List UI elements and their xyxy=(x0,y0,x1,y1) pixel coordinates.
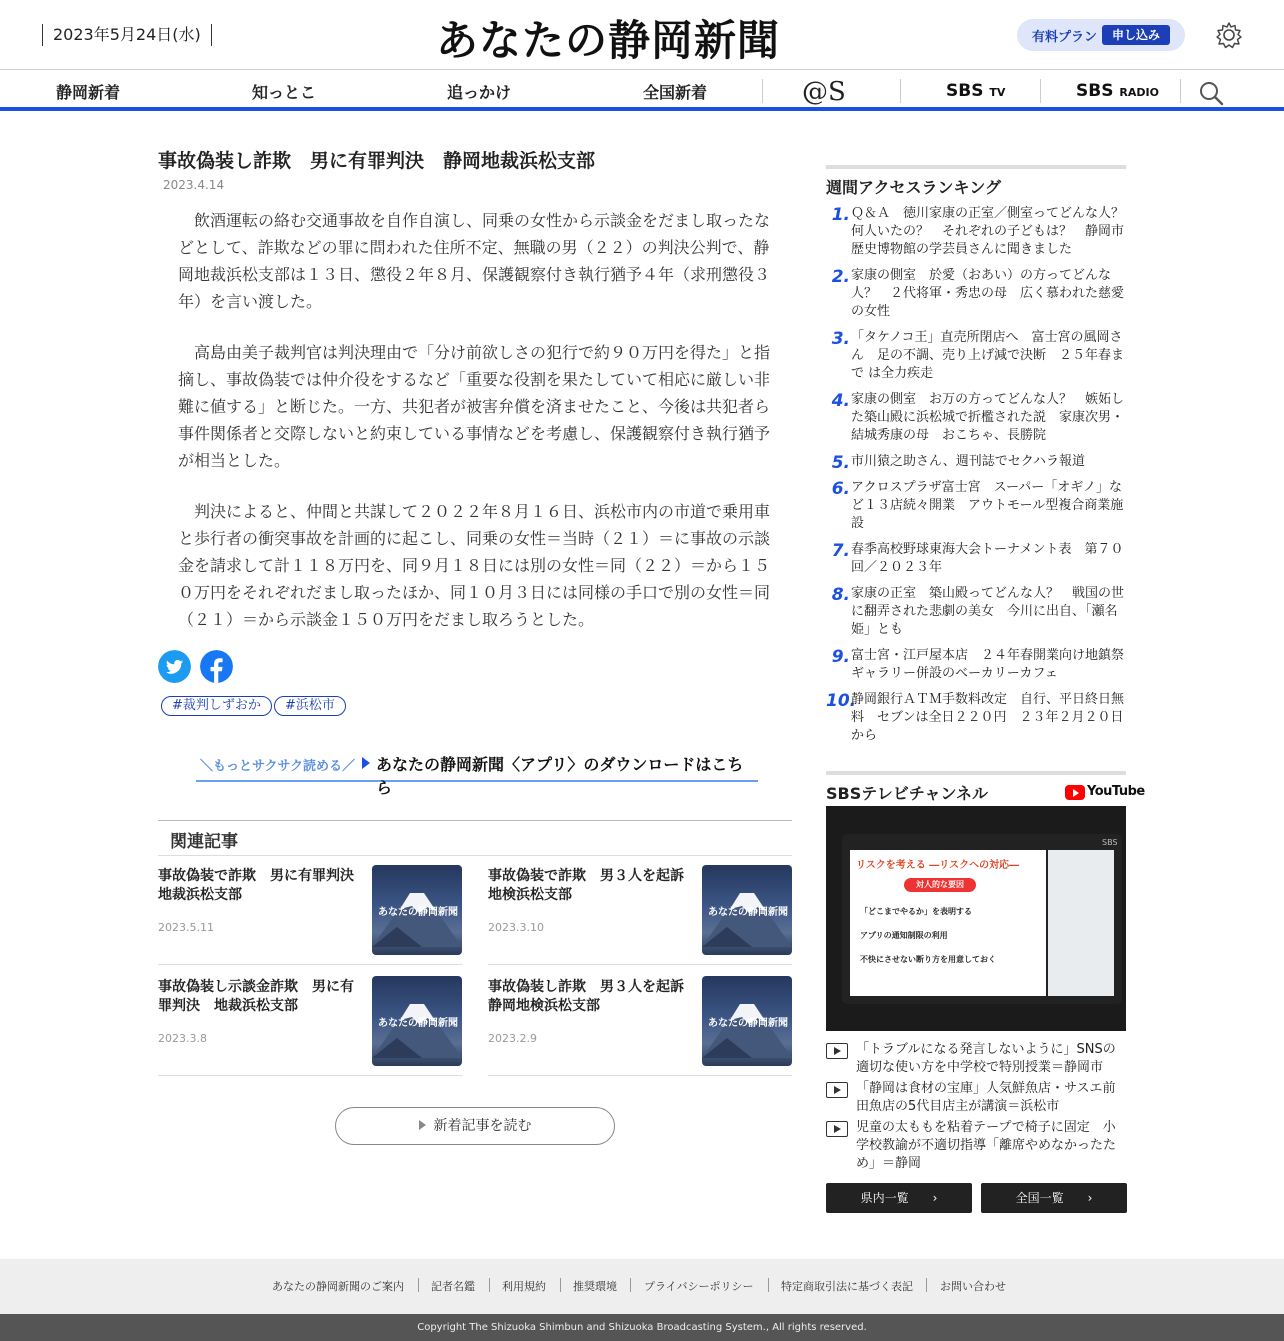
article-thumbnail: あなたの静岡新聞 xyxy=(702,865,792,955)
article-thumbnail: あなたの静岡新聞 xyxy=(702,976,792,1066)
footer-link-about[interactable]: あなたの静岡新聞のご案内 xyxy=(272,1280,404,1293)
search-icon[interactable] xyxy=(1198,80,1224,106)
tag-hamamatsu[interactable]: #浜松市 xyxy=(274,696,346,716)
video-participants xyxy=(1048,850,1114,996)
related-article-title: 事故偽装し示談金詐欺 男に有罪判決 地裁浜松支部 xyxy=(158,979,354,1014)
tag-saiban[interactable]: #裁判しずおか xyxy=(161,696,272,716)
video-channel-mark: SBS xyxy=(1102,838,1118,847)
footer-links xyxy=(0,1259,1284,1314)
play-arrow-icon xyxy=(362,757,370,769)
nav-shizuoka-new[interactable]: 静岡新着 xyxy=(56,83,121,102)
twitter-share-icon[interactable] xyxy=(158,650,191,683)
article-paragraph: 高島由美子裁判官は判決理由で「分け前欲しさの犯行で約９０万円を得た」と指摘し、事故偽装では仲介役をするなど「重要な役割を果たしていて相応に厳しい非難に値する」と断じた。一方、共犯者が被害弁償を済ませたこと、今後は共犯者ら事件関係者と交際しないと約束している事情などを考慮し、保護観察付き執行猶予が相当とした。 xyxy=(178,343,771,470)
nav-divider xyxy=(900,79,901,103)
nav-okkake[interactable]: 追っかけ xyxy=(447,83,512,102)
rank-number: 10. xyxy=(826,691,857,711)
related-article-title: 事故偽装で詐欺 男に有罪判決 地裁浜松支部 xyxy=(158,868,368,903)
footer-link-environment[interactable]: 推奨環境 xyxy=(573,1280,617,1293)
youtube-logo[interactable]: YouTube xyxy=(1065,784,1127,802)
nav-divider xyxy=(762,79,763,103)
nav-national-new[interactable]: 全国新着 xyxy=(643,83,708,102)
gear-icon[interactable] xyxy=(1215,21,1243,49)
paid-plan-banner[interactable] xyxy=(1017,19,1185,51)
play-arrow-icon xyxy=(419,1120,426,1130)
rank-number: 5. xyxy=(831,453,850,473)
app-download-banner[interactable] xyxy=(196,752,758,797)
copyright: Copyright The Shizuoka Shimbun and Shizuoka Broadcasting System., All rights reserved. xyxy=(0,1314,1284,1341)
rank-number: 2. xyxy=(831,267,850,287)
sbs-channel-heading: SBSテレビチャンネル xyxy=(826,771,1126,775)
article-thumbnail: あなたの静岡新聞 xyxy=(372,865,462,955)
rank-number: 7. xyxy=(831,541,850,561)
rank-title: 家康の側室 お万の方ってどんな人？ 嫉妬した築山殿に浜松城で折檻された説 家康次男・結城秀康の母 おこちゃ、長勝院 xyxy=(851,392,1125,443)
site-logo[interactable]: あなたの静岡新聞 xyxy=(436,16,781,65)
related-article-date: 2023.2.9 xyxy=(488,1032,537,1045)
rank-number: 6. xyxy=(831,479,850,499)
related-article-date: 2023.3.8 xyxy=(158,1032,207,1045)
ranking-heading: 週間アクセスランキング xyxy=(826,165,1126,169)
chevron-right-icon: › xyxy=(932,1191,938,1205)
national-list-button[interactable]: 全国一覧 › xyxy=(981,1183,1127,1213)
rank-title: 市川猿之助さん、週刊誌でセクハラ報道 xyxy=(851,454,1086,469)
rank-title: 静岡銀行ＡＴＭ手数料改定 自行、平日終日無料 セブンは全日２２０円 ２３年２月２０日から xyxy=(851,692,1125,743)
footer-link-commerce[interactable]: 特定商取引法に基づく表記 xyxy=(781,1280,913,1293)
video-icon xyxy=(826,1121,848,1137)
read-latest-button[interactable]: 新着記事を読む xyxy=(335,1107,615,1145)
video-icon xyxy=(826,1082,848,1098)
rank-number: 9. xyxy=(831,647,850,667)
apply-button[interactable]: 申し込み xyxy=(1102,25,1170,45)
article-title: 事故偽装し詐欺 男に有罪判決 静岡地裁浜松支部 xyxy=(158,150,596,172)
footer-link-privacy[interactable]: プライバシーポリシー xyxy=(644,1280,754,1293)
related-article-title: 事故偽装で詐欺 男３人を起訴 地検浜松支部 xyxy=(488,868,698,903)
rank-title: 春季高校野球東海大会トーナメント表 第７０回／２０２３年 xyxy=(851,542,1124,575)
rank-title: 「タケノコ王」直売所閉店へ 富士宮の風岡さん 足の不調、売り上げ減で決断 ２５年春まで は全力疾走 xyxy=(851,330,1125,381)
video-title: 「静岡は食材の宝庫」人気鮮魚店・サスエ前田魚店の5代目店主が講演＝浜松市 xyxy=(856,1081,1116,1114)
nav-divider xyxy=(1180,79,1181,103)
current-date: 2023年5月24日(水) xyxy=(42,24,212,46)
video-icon xyxy=(826,1043,848,1059)
related-article-card[interactable] xyxy=(158,855,462,965)
related-article-card[interactable] xyxy=(488,855,792,965)
footer-link-contact[interactable]: お問い合わせ xyxy=(940,1280,1006,1293)
footer-link-reporters[interactable]: 記者名鑑 xyxy=(431,1280,475,1293)
rank-number: 1. xyxy=(831,205,850,225)
facebook-share-icon[interactable] xyxy=(200,650,233,683)
rank-title: 富士宮・江戸屋本店 ２４年春開業向け地鎮祭 ギャラリー併設のベーカリーカフェ xyxy=(851,648,1138,681)
top-bar xyxy=(0,0,1284,70)
app-banner-lead: ＼もっとサクサク読める／ xyxy=(200,759,355,774)
related-article-card[interactable] xyxy=(158,966,462,1076)
sbs-tv-logo[interactable]: SBS TV xyxy=(946,81,1006,101)
related-article-title: 事故偽装し詐欺 男３人を起訴 静岡地検浜松支部 xyxy=(488,979,698,1014)
at-s-logo[interactable]: @S xyxy=(802,77,846,107)
video-title: 「トラブルになる発言しないように」SNSの適切な使い方を中学校で特別授業＝静岡市 xyxy=(856,1042,1116,1075)
related-articles-heading: 関連記事 xyxy=(158,820,792,856)
footer-link-terms[interactable]: 利用規約 xyxy=(502,1280,546,1293)
video-title: 児童の太ももを粘着テープで椅子に固定 小学校教諭が不適切指導「離席やめなかったため」＝静岡 xyxy=(856,1120,1117,1171)
related-article-date: 2023.3.10 xyxy=(488,921,544,934)
main-nav xyxy=(0,71,1284,111)
video-player[interactable] xyxy=(826,806,1126,1031)
rank-title: 家康の正室 築山殿ってどんな人？ 戦国の世に翻弄された悲劇の美女 今川に出自、「瀬名姫」とも xyxy=(851,586,1125,637)
rank-title: 家康の側室 於愛（おあい）の方ってどんな人？ ２代将軍・秀忠の母 広く慕われた慈愛の女性 xyxy=(851,268,1125,319)
nav-shittoko[interactable]: 知っとこ xyxy=(252,83,317,102)
related-article-date: 2023.5.11 xyxy=(158,921,214,934)
article-body xyxy=(178,207,772,657)
sbs-radio-logo[interactable]: SBS RADIO xyxy=(1076,81,1159,101)
nav-divider xyxy=(1040,79,1041,103)
rank-title: Ｑ＆Ａ 徳川家康の正室／側室ってどんな人？ 何人いたの？ それぞれの子どもは？ 静岡市歴史博物館の学芸員さんに聞きました xyxy=(851,206,1138,257)
article-paragraph: 判決によると、仲間と共謀して２０２２年８月１６日、浜松市内の市道で乗用車と歩行者の衝突事故を計画的に起こし、同乗の女性＝当時（２１）＝に事故の示談金を請求して計１１８万円を、同９月１８日には別の女性＝同（２２）＝から１５０万円をそれぞれだまし取ったほか、同１０月３日には同様の手口で別の女性＝同（２１）＝から示談金１５０万円をだまし取ろうとした。 xyxy=(178,502,771,629)
rank-number: 3. xyxy=(831,329,850,349)
article-date: 2023.4.14 xyxy=(163,178,225,192)
related-article-card[interactable] xyxy=(488,966,792,1076)
chevron-right-icon: › xyxy=(1087,1191,1093,1205)
paid-plan-label: 有料プラン xyxy=(1032,30,1098,45)
article-thumbnail: あなたの静岡新聞 xyxy=(372,976,462,1066)
article-paragraph: 飲酒運転の絡む交通事故を自作自演し、同乗の女性から示談金をだまし取ったなどとして、詐欺などの罪に問われた住所不定、無職の男（２２）の判決公判で、静岡地裁浜松支部は１３日、懲役２年８月、保護観察付き執行猶予４年（求刑懲役３年）を言い渡した。 xyxy=(178,211,771,311)
rank-number: 4. xyxy=(831,391,850,411)
prefecture-list-button[interactable]: 県内一覧 › xyxy=(826,1183,972,1213)
video-slide: リスクを考える ―リスクへの対応― 対人的な要因 「どこまでやるか」を表明する アプリの通知制限の利用 不快にさせない断り方を用意しておく xyxy=(850,850,1046,996)
rank-title: アクロスプラザ富士宮 スーパー「オギノ」など１３店続々開業 アウトモール型複合商業施設 xyxy=(851,480,1124,531)
rank-number: 8. xyxy=(831,585,850,605)
app-banner-text: あなたの静岡新聞〈アプリ〉のダウンロードはこちら xyxy=(376,755,744,797)
